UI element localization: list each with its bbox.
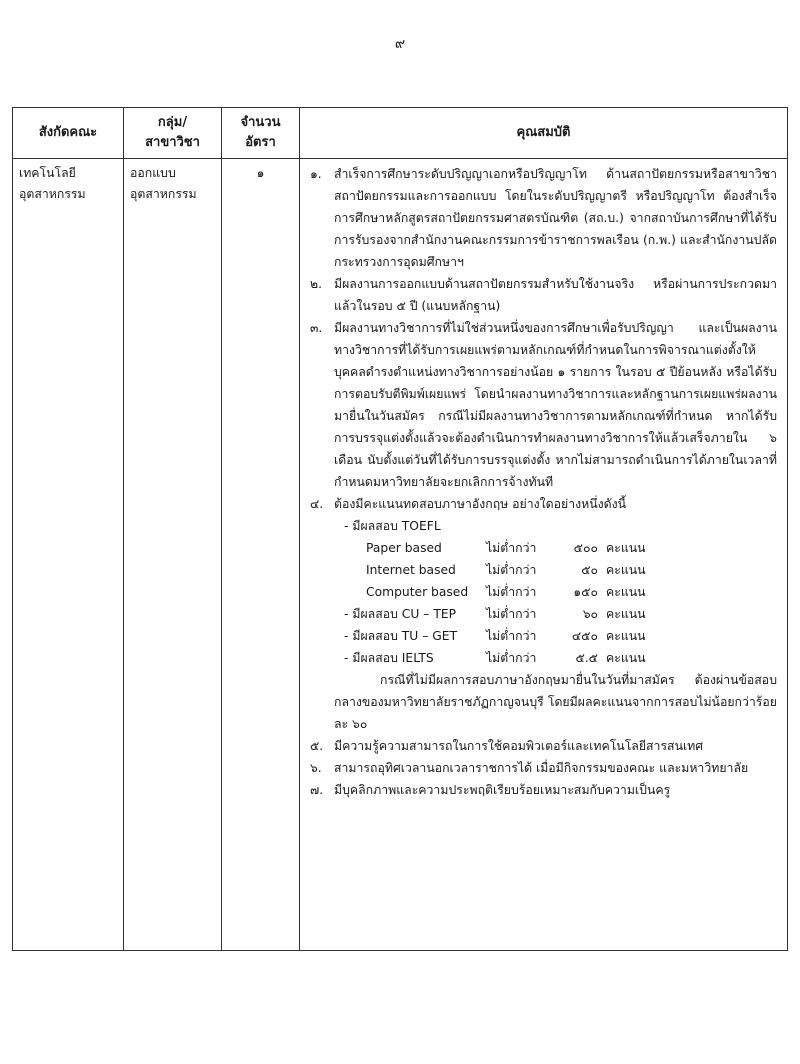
table-row [13, 159, 788, 951]
qualification-item [310, 779, 777, 801]
page-number: ๙ [394, 36, 406, 52]
qualifications-list [300, 159, 787, 805]
score-condition: ไม่ต่ำกว่า [486, 607, 537, 621]
score-row [334, 647, 777, 669]
score-label: - มีผลสอบ CU – TEP [344, 607, 457, 621]
item-number: ๑. [310, 167, 322, 181]
score-condition: ไม่ต่ำกว่า [486, 585, 537, 599]
score-unit: คะแนน [606, 607, 646, 621]
item-number: ๖. [310, 761, 322, 775]
header-group [124, 108, 222, 159]
qualification-item [310, 163, 777, 273]
item-text: มีผลงานการออกแบบด้านสถาปัตยกรรมสำหรับใช้งานจริง หรือผ่านการประกวดมาแล้วในรอบ ๕ ปี (แนบหลักฐาน) [334, 277, 777, 313]
score-unit: คะแนน [606, 585, 646, 599]
cell-count [222, 159, 300, 951]
score-row [334, 625, 777, 647]
score-label: Paper based [366, 541, 442, 555]
toefl-label: - มีผลสอบ TOEFL [344, 519, 441, 533]
item-text: ต้องมีคะแนนทดสอบภาษาอังกฤษ อย่างใดอย่างหนึ่งดังนี้ [334, 497, 627, 511]
score-unit: คะแนน [606, 541, 646, 555]
header-qualifications [300, 108, 788, 159]
count-value: ๑ [256, 166, 265, 180]
cell-faculty [13, 159, 124, 951]
header-count [222, 108, 300, 159]
table-header-row [13, 108, 788, 159]
header-faculty-label: สังกัดคณะ [38, 125, 98, 140]
score-value: ๕๐๐ [573, 541, 598, 555]
qualification-item [310, 317, 777, 493]
score-condition: ไม่ต่ำกว่า [486, 541, 537, 555]
score-label: - มีผลสอบ IELTS [344, 651, 434, 665]
item-text: สำเร็จการศึกษาระดับปริญญาเอกหรือปริญญาโท ด้านสถาปัตยกรรมหรือสาขาวิชาสถาปัตยกรรมและการออกแบบ โดยในระดับปริญญาตรี หรือปริญญาโท ต้องสำเร็จการศึกษาหลักสูตรสถาปัตยกรรมศาสตรบัณฑิต (สถ.บ.) จากสถาบันการศึกษาที่ได้รับการรับรองจากสำนักงานคณะกรรมการข้าราชการพลเรือน (ก.พ.) และสำนักงานปลัดกระทรวงการอุดมศึกษาฯ [334, 167, 777, 269]
english-test-note: กรณีที่ไม่มีผลการสอบภาษาอังกฤษมายื่นในวันที่มาสมัคร ต้องผ่านข้อสอบกลางของมหาวิทยาลัยราชภัฏกาญจนบุรี โดยมีผลคะแนนจากการสอบไม่น้อยกว่าร้อยละ ๖๐ [334, 673, 777, 731]
qualification-item [310, 757, 777, 779]
qualification-item [310, 493, 777, 515]
faculty-value: เทคโนโลยี อุตสาหกรรม [19, 166, 86, 201]
score-label: Computer based [366, 585, 469, 599]
header-group-label: กลุ่ม/ สาขาวิชา [145, 115, 200, 150]
item-number: ๗. [310, 783, 324, 797]
cell-group [124, 159, 222, 951]
item-number: ๕. [310, 739, 324, 753]
score-value: ๑๕๐ [573, 585, 598, 599]
english-score-list [310, 515, 777, 735]
score-row [334, 537, 777, 559]
cell-qualifications [300, 159, 788, 951]
qualification-table [12, 107, 788, 951]
score-row [334, 581, 777, 603]
item-text: มีผลงานทางวิชาการที่ไม่ใช่ส่วนหนึ่งของการศึกษาเพื่อรับปริญญา และเป็นผลงานทางวิชาการที่ได้รับการเผยแพร่ตามหลักเกณฑ์ที่กำหนดในการพิจารณาแต่งตั้งให้บุคคลดำรงตำแหน่งทางวิชาการอย่างน้อย ๑ รายการ ในรอบ ๕ ปีย้อนหลัง หรือได้รับการตอบรับตีพิมพ์เผยแพร่ โดยนำผลงานทางวิชาการและหลักฐานการเผยแพร่ผลงานมายื่นในวันสมัคร กรณีไม่มีผลงานทางวิชาการตามหลักเกณฑ์ที่กำหนด หากได้รับการบรรจุแต่งตั้งแล้วจะต้องดำเนินการทำผลงานทางวิชาการให้แล้วเสร็จภายใน ๖ เดือน นับตั้งแต่วันที่ได้รับการบรรจุแต่งตั้ง หากไม่สามารถดำเนินการได้ภายในเวลาที่กำหนดมหาวิทยาลัยจะยกเลิกการจ้างทันที [334, 321, 777, 489]
score-value: ๕๐ [581, 563, 598, 577]
qualification-item [310, 735, 777, 757]
score-label: - มีผลสอบ TU – GET [344, 629, 458, 643]
item-text: มีความรู้ความสามารถในการใช้คอมพิวเตอร์และเทคโนโลยีสารสนเทศ [334, 739, 704, 753]
item-number: ๒. [310, 277, 323, 291]
score-unit: คะแนน [606, 651, 646, 665]
score-row [334, 603, 777, 625]
score-unit: คะแนน [606, 629, 646, 643]
item-number: ๔. [310, 497, 324, 511]
header-count-label: จำนวน อัตรา [240, 115, 281, 150]
score-value: ๔๕๐ [571, 629, 598, 643]
item-text: สามารถอุทิศเวลานอกเวลาราชการได้ เมื่อมีกิจกรรมของคณะ และมหาวิทยาลัย [334, 761, 749, 775]
item-text: มีบุคลิกภาพและความประพฤติเรียบร้อยเหมาะสมกับความเป็นครู [334, 783, 671, 797]
item-number: ๓. [310, 321, 323, 335]
header-qualifications-label: คุณสมบัติ [516, 125, 571, 140]
score-condition: ไม่ต่ำกว่า [486, 629, 537, 643]
score-label: Internet based [366, 563, 456, 577]
score-row [334, 559, 777, 581]
group-value: ออกแบบ อุตสาหกรรม [130, 166, 197, 201]
score-unit: คะแนน [606, 563, 646, 577]
score-condition: ไม่ต่ำกว่า [486, 651, 537, 665]
score-value: ๖๐ [582, 607, 598, 621]
score-condition: ไม่ต่ำกว่า [486, 563, 537, 577]
score-value: ๕.๕ [575, 651, 598, 665]
header-faculty [13, 108, 124, 159]
qualification-item [310, 273, 777, 317]
